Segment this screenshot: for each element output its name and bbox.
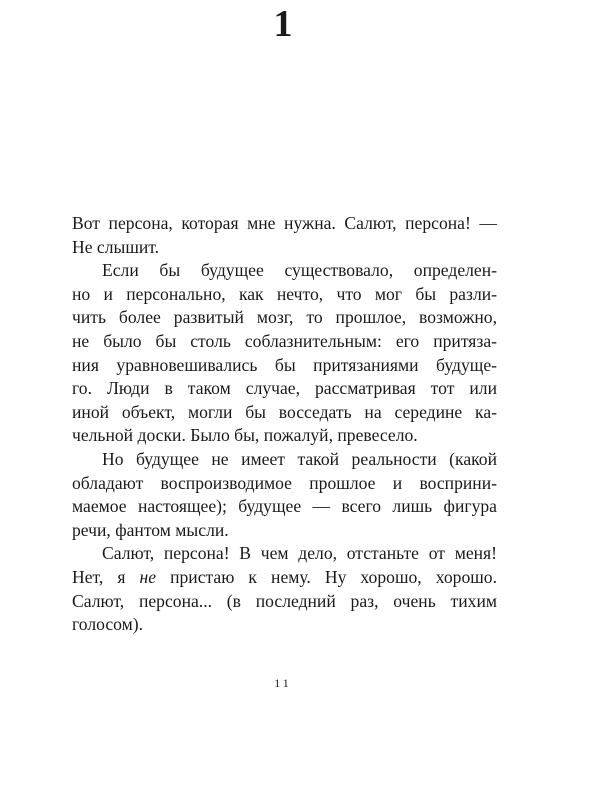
text-line: речи, фантом мысли.	[72, 519, 229, 540]
text-line: но и персонально, как нечто, что мог бы разли-	[72, 283, 497, 304]
paragraph-2	[72, 259, 497, 448]
body-text	[72, 212, 497, 637]
text-fragment: Нет, я	[72, 566, 140, 587]
text-line: Вот персона, которая мне нужна. Салют, персона! —	[72, 213, 497, 233]
text-line	[72, 566, 497, 590]
paragraph-3	[72, 448, 497, 542]
text-line: не было бы столь соблазнительным: его притяза-	[72, 330, 497, 351]
text-line: ния уравновешивались бы притязаниями будуще-	[72, 354, 497, 375]
text-line: Не слышит.	[72, 236, 160, 257]
text-line: Салют, персона! В чем дело, отстаньте от меня!	[102, 543, 497, 564]
page-number: 11	[274, 676, 292, 690]
chapter-number: 1	[273, 3, 293, 45]
text-line: чить более развитый мозг, то прошлое, возможно,	[72, 307, 497, 328]
text-line: Салют, персона... (в последний раз, очень тихим	[72, 590, 497, 611]
text-line: обладают воспроизводимое прошлое и восприни-	[72, 472, 497, 493]
text-line: иной объект, могли бы восседать на середине ка-	[72, 401, 497, 422]
text-line: голосом).	[72, 614, 144, 635]
text-line: Если бы будущее существовало, определен-	[102, 260, 497, 281]
text-fragment: пристаю к нему. Ну хорошо, хорошо.	[156, 566, 498, 587]
text-line: Но будущее не имеет такой реальности (какой	[102, 448, 497, 469]
paragraph-1	[72, 212, 497, 259]
text-line: чельной доски. Было бы, пожалуй, превесело.	[72, 425, 418, 446]
emphasized-word: не	[139, 566, 157, 587]
text-line: маемое настоящее); будущее — всего лишь фигура	[72, 496, 497, 517]
paragraph-4	[72, 542, 497, 636]
text-line: го. Люди в таком случае, рассматривая тот или	[72, 378, 497, 399]
